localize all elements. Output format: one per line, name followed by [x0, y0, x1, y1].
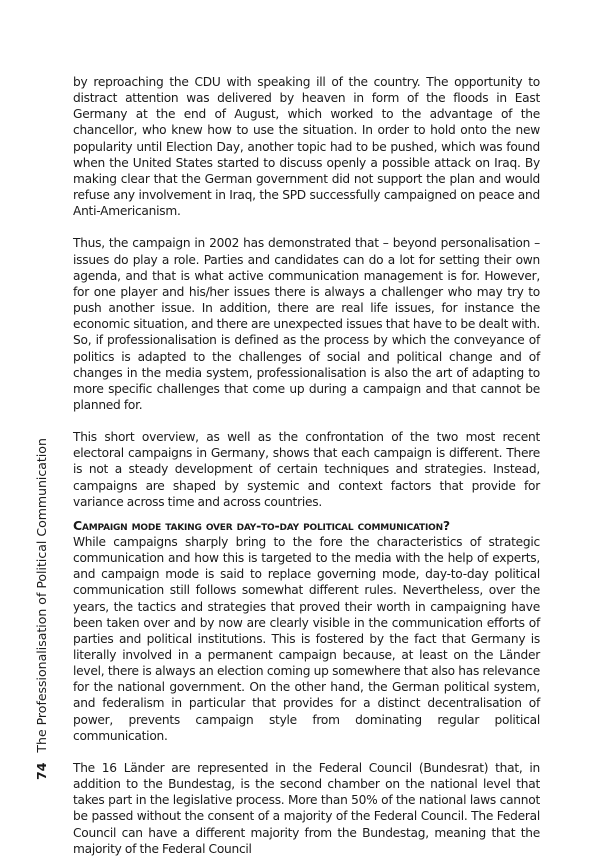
page-number: 74	[34, 762, 49, 780]
paragraph-campaign-mode: While campaigns sharply bring to the fore the characteristics of strategic communication and how this is targeted to the media with the help of experts, and campaign mode is said to replace governing mode, day-to-day political communication still follows somewhat different rules. Nevertheless, over the years, the tactics and strategies that proved their worth in campaigning have been taken over and by now are clearly visible in the communication efforts of parties and political institutions. This is fostered by the fact that Germany is literally involved in a permanent campaign because, at least on the Länder level, there is always an election coming up somewhere that also has relevance for the national government. On the other hand, the German political system, and federalism in particular that provides for a distinct decentralisation of power, prevents campaign style from dominating regular political communication.	[73, 534, 540, 743]
paragraph-overview: This short overview, as well as the confrontation of the two most recent electoral campaigns in Germany, shows that each campaign is different. There is not a steady development of certain techniques and strategies. Instead, campaigns are shaped by systemic and context factors that provide for variance across time and across countries.	[73, 430, 540, 509]
section-heading: Campaign mode taking over day-to-day political communication?	[73, 517, 450, 533]
paragraph-issues-2002: Thus, the campaign in 2002 has demonstrated that – beyond personalisation – issues do play a role. Parties and candidates can do a lot for setting their own agenda, and that is what active communication management is for. However, for one player and his/her issues there is always a challenger who may try to push another issue. In addition, there are real life issues, for instance the economic situation, and there are unexpected issues that have to be dealt with. So, if professionalisation is defined as the process by which the conveyance of politics is adapted to the challenges of social and political change and of changes in the media system, professionalisation is also the art of adapting to more specific challenges that come up during a campaign and that cannot be planned for.	[73, 236, 540, 412]
paragraph-laender: The 16 Länder are represented in the Federal Council (Bundesrat) that, in addition to the Bundestag, is the second chamber on the national level that takes part in the legislative process. More than 50% of the national laws cannot be passed without the consent of a majority of the Federal Council. The Federal Council can have a different majority from the Bundestag, meaning that the majority of the Federal Council	[73, 760, 540, 856]
running-head	[34, 438, 49, 780]
page-body	[73, 74, 540, 857]
paragraph-floods-iraq: by reproaching the CDU with speaking ill of the country. The opportunity to distract attention was delivered by heaven in form of the floods in East Germany at the end of August, which worked to the advantage of the chancellor, who knew how to use the situation. In order to hold onto the new popularity until Election Day, another topic had to be pushed, which was found when the United States started to discuss openly a possible attack on Iraq. By making clear that the German government did not support the plan and would refuse any involvement in Iraq, the SPD successfully campaigned on peace and Anti-Americanism.	[73, 75, 540, 219]
book-title: The Professionalisation of Political Communication	[34, 438, 49, 753]
